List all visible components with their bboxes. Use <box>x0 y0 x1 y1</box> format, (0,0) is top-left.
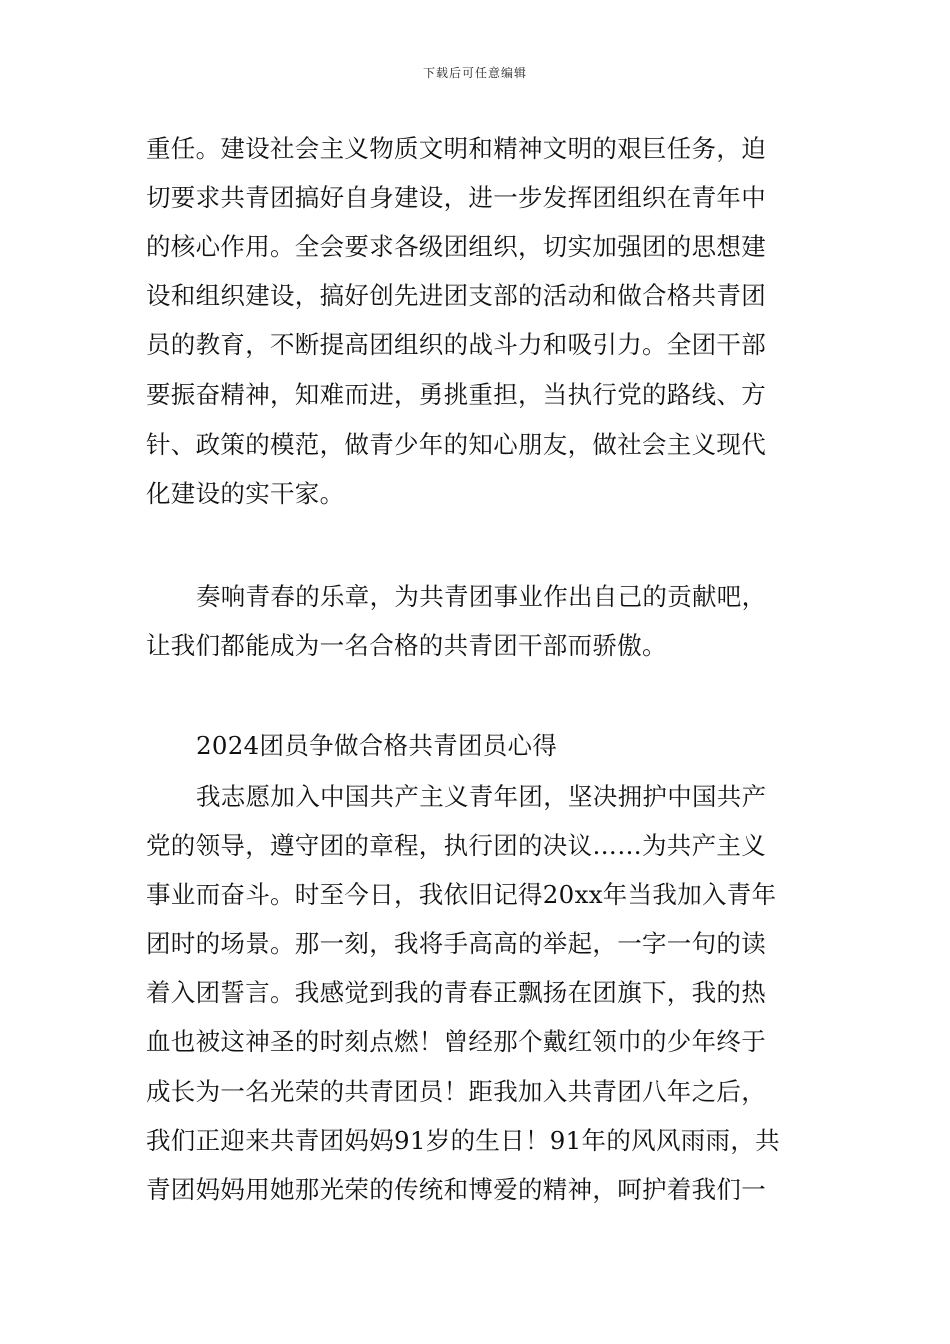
paragraph-line: 让我们都能成为一名合格的共青团干部而骄傲。 <box>146 631 667 660</box>
paragraph-line: 着入团誓言。我感觉到我的青春正飘扬在团旗下，我的热 <box>146 978 766 1007</box>
paragraph-line: 成长为一名光荣的共青团员！距我加入共青团八年之后， <box>146 1077 766 1106</box>
section-heading: 2024团员争做合格共青团员心得 <box>196 731 558 760</box>
paragraph-line: 奏响青春的乐章，为共青团事业作出自己的贡献吧， <box>196 582 767 611</box>
paragraph-line: 针、政策的模范，做青少年的知心朋友，做社会主义现代 <box>146 430 766 459</box>
paragraph-line: 血也被这神圣的时刻点燃！曾经那个戴红领巾的少年终于 <box>146 1027 766 1056</box>
paragraph-line: 员的教育，不断提高团组织的战斗力和吸引力。全团干部 <box>146 330 766 359</box>
paragraph-line: 团时的场景。那一刻，我将手高高的举起，一字一句的读 <box>146 929 766 958</box>
paragraph-line: 我志愿加入中国共产主义青年团，坚决拥护中国共产 <box>196 782 767 811</box>
paragraph-line: 要振奋精神，知难而进，勇挑重担，当执行党的路线、方 <box>146 380 766 409</box>
paragraph-line: 我们正迎来共青团妈妈91岁的生日！91年的风风雨雨，共 <box>146 1126 780 1155</box>
paragraph-line: 的核心作用。全会要求各级团组织，切实加强团的思想建 <box>146 232 766 261</box>
page-header: 下载后可任意编辑 <box>422 66 527 80</box>
paragraph-line: 重任。建设社会主义物质文明和精神文明的艰巨任务，迫 <box>146 134 766 163</box>
paragraph-line: 青团妈妈用她那光荣的传统和博爱的精神，呵护着我们一 <box>146 1175 766 1204</box>
paragraph-line: 化建设的实干家。 <box>146 479 345 508</box>
paragraph-line: 设和组织建设，搞好创先进团支部的活动和做合格共青团 <box>146 281 766 310</box>
paragraph-line: 事业而奋斗。时至今日，我依旧记得20xx年当我加入青年 <box>146 880 777 909</box>
paragraph-line: 切要求共青团搞好自身建设，进一步发挥团组织在青年中 <box>146 183 766 212</box>
paragraph-line: 党的领导，遵守团的章程，执行团的决议……为共产主义 <box>146 831 766 860</box>
